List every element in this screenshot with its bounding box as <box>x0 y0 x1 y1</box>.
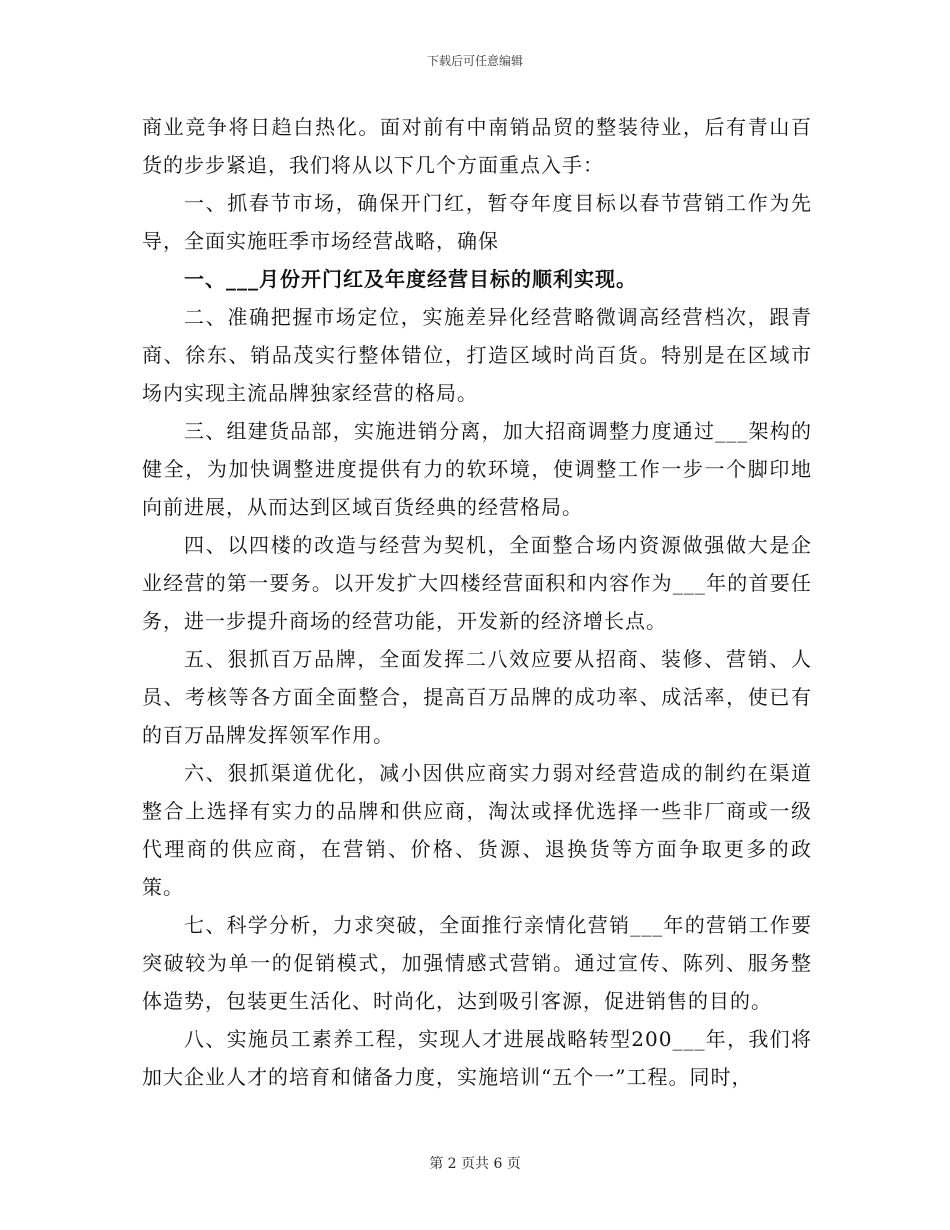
paragraph-item-5: 五、狠抓百万品牌，全面发挥二八效应要从招商、装修、营销、人员、考核等各方面全面整合，提高百万品牌的成功率、成活率，使已有的百万品牌发挥领军作用。 <box>142 647 812 747</box>
paragraph-item-2: 二、准确把握市场定位，实施差异化经营略微调高经营档次，跟青商、徐东、销品茂实行整体错位，打造区域时尚百货。特别是在区域市场内实现主流品牌独家经营的格局。 <box>142 305 812 405</box>
paragraph-item-1: 一、抓春节市场，确保开门红，暂夺年度目标以春节营销工作为先导，全面实施旺季市场经营战略，确保 <box>142 191 812 253</box>
paragraph-item-8: 八、实施员工素养工程，实现人才进展战略转型200___年，我们将加大企业人才的培育和储备力度，实施培训“五个一”工程。同时， <box>142 1027 812 1089</box>
page-header: 下载后可任意编辑 <box>426 54 523 68</box>
paragraph-intro: 商业竞争将日趋白热化。面对前有中南销品贸的整装待业，后有青山百货的步步紧追，我们将从以下几个方面重点入手： <box>142 115 812 177</box>
paragraph-item-7: 七、科学分析，力求突破，全面推行亲情化营销___年的营销工作要突破较为单一的促销模式，加强情感式营销。通过宣传、陈列、服务整体造势，包装更生活化、时尚化，达到吸引客源，促进销售的目的。 <box>142 913 812 1013</box>
paragraph-item-1-heading: 一、___月份开门红及年度经营目标的顺利实现。 <box>184 267 637 291</box>
document-body <box>142 108 812 1096</box>
paragraph-item-4: 四、以四楼的改造与经营为契机，全面整合场内资源做强做大是企业经营的第一要务。以开发扩大四楼经营面积和内容作为___年的首要任务，进一步提升商场的经营功能，开发新的经济增长点。 <box>142 533 812 633</box>
paragraph-item-6: 六、狠抓渠道优化，减小因供应商实力弱对经营造成的制约在渠道整合上选择有实力的品牌和供应商，淘汰或择优选择一些非厂商或一级代理商的供应商，在营销、价格、货源、退换货等方面争取更多的政策。 <box>142 761 812 899</box>
paragraph-item-3: 三、组建货品部，实施进销分离，加大招商调整力度通过___架构的健全，为加快调整进度提供有力的软环境，使调整工作一步一个脚印地向前进展，从而达到区域百货经典的经营格局。 <box>142 419 812 519</box>
page-footer: 第 2 页共 6 页 <box>429 1156 521 1172</box>
